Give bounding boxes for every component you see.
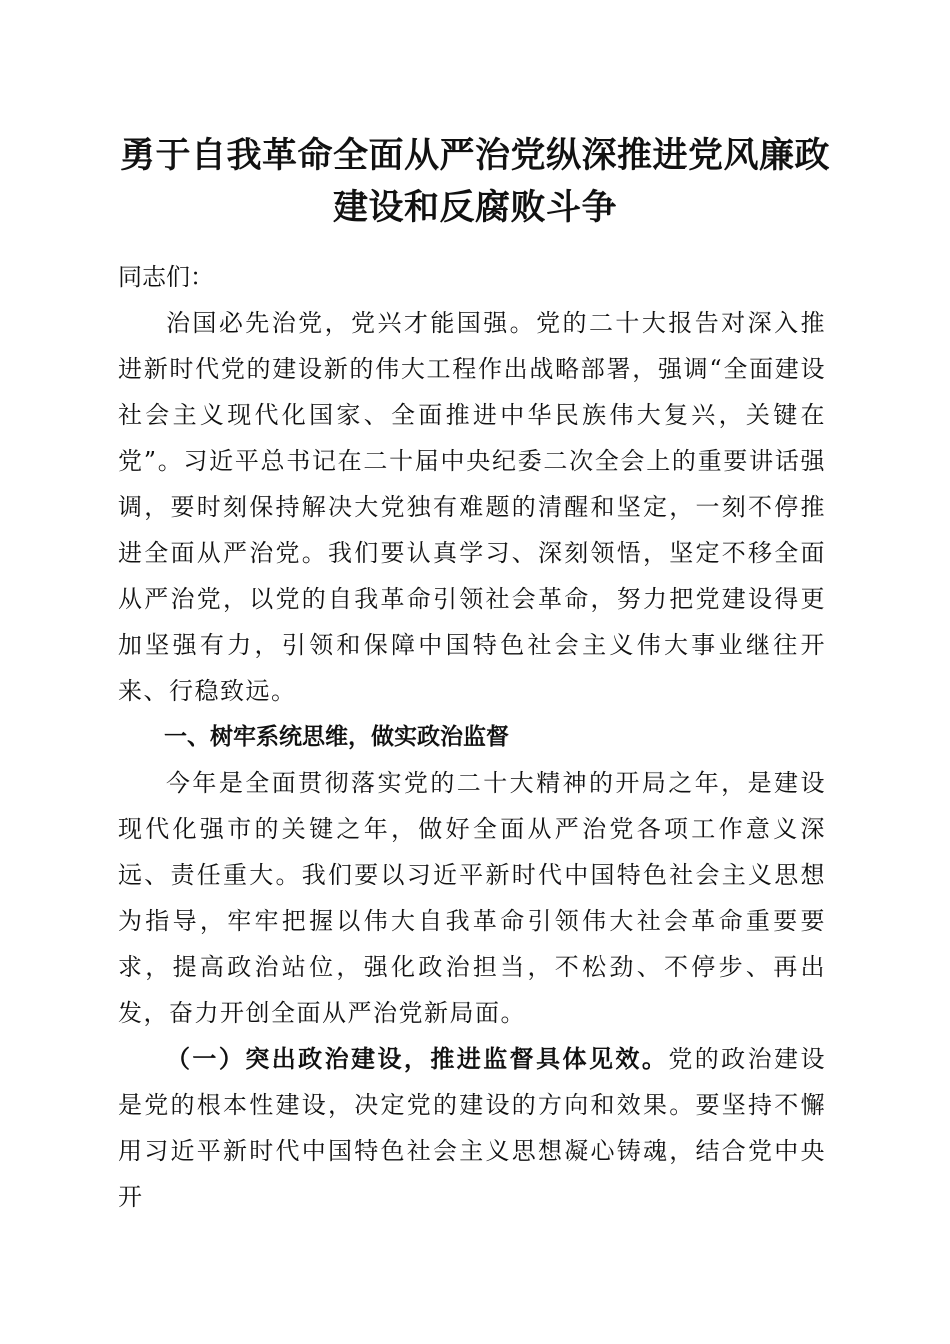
document-body [118, 254, 826, 1220]
document-title [110, 130, 840, 234]
paragraph-3: 党的政治建设是党的根本性建设，决定党的建设的方向和效果。要坚持不懈用习近平新时代中国特色社会主义思想凝心铸魂，结合党中央开 [118, 1045, 826, 1211]
paragraph-3-block [118, 1036, 826, 1220]
title-line-1: 勇于自我革命全面从严治党纵深推进党风廉政 [119, 135, 830, 176]
paragraph-2: 今年是全面贯彻落实党的二十大精神的开局之年，是建设现代化强市的关键之年，做好全面从严治党各项工作意义深远、责任重大。我们要以习近平新时代中国特色社会主义思想为指导，牢牢把握以伟大自我革命引领伟大社会革命重要要求，提高政治站位，强化政治担当，不松劲、不停步、再出发，奋力开创全面从严治党新局面。 [118, 769, 826, 1027]
paragraph-1: 治国必先治党，党兴才能国强。党的二十大报告对深入推进新时代党的建设新的伟大工程作出战略部署，强调“全面建设社会主义现代化国家、全面推进中华民族伟大复兴，关键在党”。习近平总书记在二十届中央纪委二次全会上的重要讲话强调，要时刻保持解决大党独有难题的清醒和坚定，一刻不停推进全面从严治党。我们要认真学习、深刻领悟，坚定不移全面从严治党，以党的自我革命引领社会革命，努力把党建设得更加坚强有力，引领和保障中国特色社会主义伟大事业继往开来、行稳致远。 [118, 309, 826, 705]
subsection-1-heading: （一）突出政治建设，推进监督具体见效。 [166, 1045, 669, 1073]
title-line-2: 建设和反腐败斗争 [332, 187, 617, 228]
salutation: 同志们： [118, 263, 214, 291]
section-1-heading: 一、树牢系统思维，做实政治监督 [164, 724, 509, 750]
